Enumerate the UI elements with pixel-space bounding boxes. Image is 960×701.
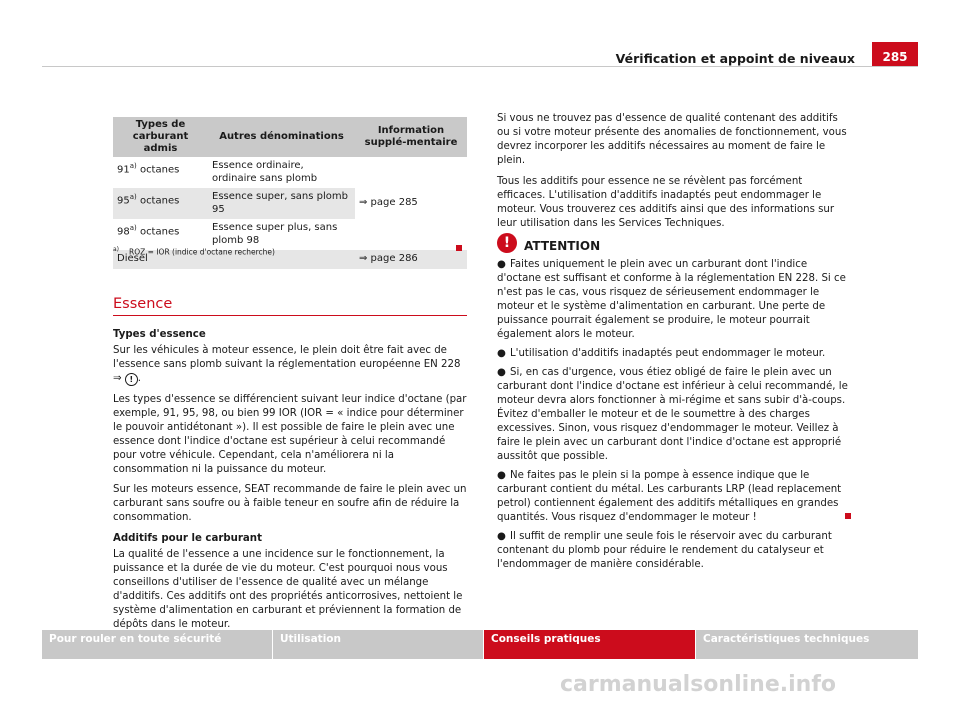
attention-warning-icon: ! xyxy=(497,233,517,253)
table-header-row xyxy=(113,117,467,157)
paragraph: La qualité de l'essence a une incidence sur le fonctionnement, la puissance et la durée de vie du moteur. C'est pourquoi nous vous conseillons d'utiliser de l'essence de qualité avec un mélange d'additifs. Ces additifs ont des propriétés anticorrosives, nettoient le système d'alimentation en carburant et préviennent la formation de dépôts dans le moteur. xyxy=(113,548,463,630)
bullet-icon: ● xyxy=(497,348,506,359)
tab-practical-tips[interactable]: Conseils pratiques xyxy=(484,630,695,659)
header-divider xyxy=(42,66,918,67)
page-reference-link[interactable]: ⇒ page 285 xyxy=(355,157,467,250)
table-header-other: Autres dénominations xyxy=(208,117,355,157)
other-names-cell: Essence super plus, sans plomb 98 xyxy=(212,222,338,246)
section-divider xyxy=(113,315,467,316)
list-item: ● Ne faites pas le plein si la pompe à essence indique que le carburant contient du métal. Les carburants LRP (lead replacement petrol) contiennent également des additifs métalliques en grandes quantités. Vous risquez d'endommager le moteur ! xyxy=(497,470,842,523)
footer-nav xyxy=(42,630,919,659)
paragraph: Tous les additifs pour essence ne se révèlent pas forcément efficaces. L'utilisation d'additifs inadaptés peut endommager le moteur. Vous trouverez ces additifs ainsi que des informations sur leur utilisation dans les Services Techniques. xyxy=(497,175,835,229)
paragraph: Sur les moteurs essence, SEAT recommande de faire le plein avec un carburant sans soufre ou à faible teneur en soufre afin de réduire la consommation. xyxy=(113,484,467,523)
list-item: ● Si, en cas d'urgence, vous étiez obligé de faire le plein avec un carburant dont l'indice d'octane est inférieur à celui recommandé, le moteur devra alors fonctionner à mi-régime et sans subir d'à-coups. Évitez d'emballer le moteur et de le soumettre à des charges excessives. Sinon, vous risquez d'endommager le moteur. Veillez à faire le plein avec un carburant dont l'indice d'octane est approprié aussitôt que possible. xyxy=(497,367,848,462)
fuel-cell: Diesel xyxy=(113,250,208,269)
bullet-icon: ● xyxy=(497,367,506,378)
tab-usage[interactable]: Utilisation xyxy=(273,630,483,659)
left-column-text xyxy=(113,328,467,638)
list-item: ● Il suffit de remplir une seule fois le réservoir avec du carburant contenant du plomb pour réduire le rendement du catalyseur et l'endommager de manière considérable. xyxy=(497,531,832,570)
fuel-cell: 91$^{a)}$ octanes xyxy=(117,162,180,176)
page-number: 285 xyxy=(872,42,918,66)
bullet-icon: ● xyxy=(497,531,506,542)
fuel-cell: 98$^{a)}$ octanes xyxy=(117,224,180,238)
end-marker-icon xyxy=(456,245,462,251)
warning-reference-icon[interactable]: ! xyxy=(125,373,138,386)
fuel-cell: 95$^{a)}$ octanes xyxy=(113,188,208,219)
subheading-types: Types d'essence xyxy=(113,329,206,340)
other-names-cell: Essence super, sans plomb 95 xyxy=(208,188,355,219)
table-footnote: $^{a)}$ ROZ = IOR (indice d'octane recherche) xyxy=(113,246,275,257)
page-header-title: Vérification et appoint de niveaux xyxy=(615,51,855,66)
table-header-fuel: Types de carburant admis xyxy=(113,117,208,157)
tab-technical-specs[interactable]: Caractéristiques techniques xyxy=(696,630,918,659)
paragraph: Sur les véhicules à moteur essence, le plein doit être fait avec de l'essence sans plomb suivant la réglementation européenne EN 228 ⇒ ! . xyxy=(113,345,461,384)
list-item: ● L'utilisation d'additifs inadaptés peut endommager le moteur. xyxy=(497,348,826,359)
end-marker-icon xyxy=(845,513,851,519)
attention-label: ATTENTION xyxy=(524,239,601,253)
paragraph: Les types d'essence se différencient suivant leur indice d'octane (par exemple, 91, 95, 98, ou bien 99 IOR (IOR = « indice pour déterminer le pouvoir antidétonant »). Il est possible de faire le plein avec une essence dont l'indice d'octane est supérieur à celui recommandé pour votre véhicule. Cependant, cela n'améliorera ni la consommation ni la puissance du moteur. xyxy=(113,393,467,475)
bullet-icon: ● xyxy=(497,470,506,481)
section-title: Essence xyxy=(113,296,173,312)
table-row xyxy=(113,157,467,188)
tab-safety[interactable]: Pour rouler en toute sécurité xyxy=(42,630,272,659)
list-item: ● Faites uniquement le plein avec un carburant dont l'indice d'octane est suffisant et conforme à la réglementation EN 228. Si ce n'est pas le cas, vous risquez de sérieusement endommager le moteur et le système d'alimentation en carburant. Une perte de puissance pourrait également se produire, le moteur pourrait également alors le moteur. xyxy=(497,259,846,340)
subheading-additives: Additifs pour le carburant xyxy=(113,532,262,544)
other-names-cell: Essence ordinaire, ordinaire sans plomb xyxy=(212,160,318,184)
attention-list xyxy=(497,258,853,577)
page-reference-link[interactable]: ⇒ page 286 xyxy=(355,250,467,269)
watermark: carmanualsonline.info xyxy=(560,672,836,697)
right-column-text xyxy=(497,112,853,237)
paragraph: Si vous ne trouvez pas d'essence de qualité contenant des additifs ou si votre moteur présente des anomalies de fonctionnement, vous devrez incorporer les additifs nécessaires au moment de faire le plein. xyxy=(497,113,847,166)
bullet-icon: ● xyxy=(497,259,506,270)
table-header-info: Information supplé-mentaire xyxy=(355,117,467,157)
